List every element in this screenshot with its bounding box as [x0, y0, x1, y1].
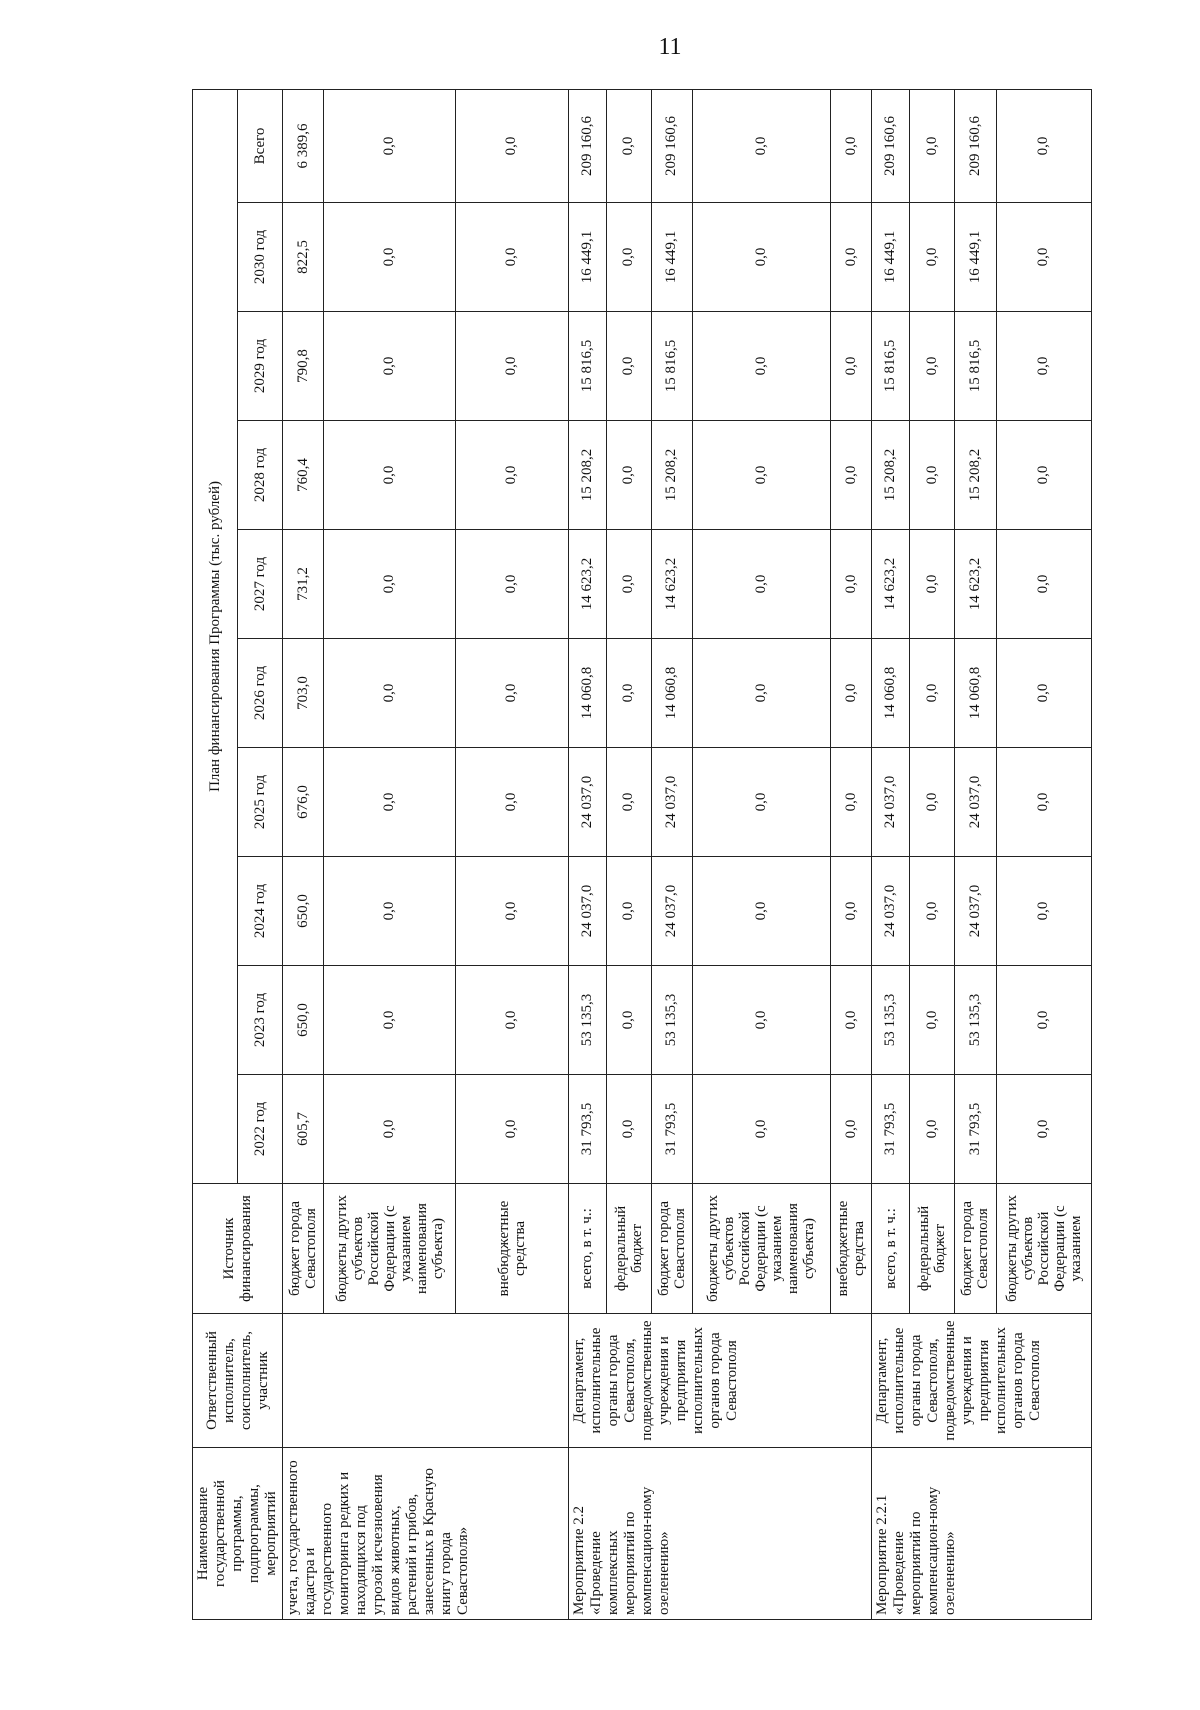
- year-value: 0,0: [996, 421, 1091, 530]
- year-value: 0,0: [606, 857, 651, 966]
- header-year: 2029 год: [238, 312, 283, 421]
- year-value: 14 060,8: [651, 639, 692, 748]
- year-value: 0,0: [830, 639, 871, 748]
- year-value: 24 037,0: [955, 857, 996, 966]
- year-value: 0,0: [830, 530, 871, 639]
- year-value: 24 037,0: [568, 857, 606, 966]
- table-row: [568, 89, 606, 1619]
- year-value: 0,0: [996, 1075, 1091, 1184]
- responsible-executor: Департамент, исполнительные органы города Севастополя, подведомственные учреждения и предприятия исполнительных органов города Севастополя: [872, 1314, 1092, 1448]
- year-value: 0,0: [996, 966, 1091, 1075]
- header-year: 2030 год: [238, 203, 283, 312]
- financing-source: всего, в т. ч.:: [872, 1184, 910, 1314]
- year-value: 0,0: [910, 1075, 955, 1184]
- year-value: 0,0: [830, 421, 871, 530]
- year-value: 0,0: [455, 1075, 568, 1184]
- year-value: 15 208,2: [955, 421, 996, 530]
- table-body: [283, 89, 1092, 1619]
- year-value: 16 449,1: [568, 203, 606, 312]
- financing-source: бюджет города Севастополя: [955, 1184, 996, 1314]
- year-value: 0,0: [606, 966, 651, 1075]
- year-value: 0,0: [996, 639, 1091, 748]
- year-value: 703,0: [283, 639, 324, 748]
- year-value: 16 449,1: [955, 203, 996, 312]
- year-value: 24 037,0: [651, 857, 692, 966]
- total-value: 6 389,6: [283, 89, 324, 202]
- year-value: 15 208,2: [568, 421, 606, 530]
- year-value: 0,0: [324, 530, 455, 639]
- responsible-executor: Департамент, исполнительные органы города Севастополя, подведомственные учреждения и предприятия исполнительных органов города Севастополя: [568, 1314, 872, 1448]
- year-value: 24 037,0: [568, 748, 606, 857]
- page-number: 11: [658, 34, 682, 60]
- total-value: 0,0: [910, 89, 955, 202]
- year-value: 0,0: [455, 530, 568, 639]
- year-value: 0,0: [693, 1075, 831, 1184]
- header-name: Наименование государственной программы, подпрограммы, мероприятий: [193, 1448, 283, 1620]
- year-value: 0,0: [455, 966, 568, 1075]
- year-value: 0,0: [324, 857, 455, 966]
- year-value: 15 816,5: [872, 312, 910, 421]
- header-year: 2025 год: [238, 748, 283, 857]
- year-value: 16 449,1: [872, 203, 910, 312]
- total-value: 209 160,6: [872, 89, 910, 202]
- financing-source: федеральный бюджет: [606, 1184, 651, 1314]
- year-value: 53 135,3: [872, 966, 910, 1075]
- year-value: 0,0: [324, 312, 455, 421]
- year-value: 0,0: [910, 966, 955, 1075]
- year-value: 0,0: [693, 312, 831, 421]
- year-value: 14 060,8: [955, 639, 996, 748]
- year-value: 14 623,2: [651, 530, 692, 639]
- year-value: 15 208,2: [651, 421, 692, 530]
- year-value: 24 037,0: [872, 748, 910, 857]
- year-value: 53 135,3: [955, 966, 996, 1075]
- year-value: 0,0: [910, 748, 955, 857]
- year-value: 24 037,0: [872, 857, 910, 966]
- year-value: 0,0: [606, 421, 651, 530]
- activity-name: учета, государственного кадастра и государственного мониторинга редких и находящихся под угрозой исчезновения видов животных, растений и грибов, занесенных в Красную книгу города Севастополя»: [283, 1448, 569, 1620]
- year-value: 822,5: [283, 203, 324, 312]
- year-value: 0,0: [606, 1075, 651, 1184]
- header-year: 2023 год: [238, 966, 283, 1075]
- year-value: 790,8: [283, 312, 324, 421]
- header-responsible: Ответственный исполнитель, соисполнитель, участник: [193, 1314, 283, 1448]
- activity-name: Мероприятие 2.2 «Проведение комплексных мероприятий по компенсацион-ному озеленению»: [568, 1448, 872, 1620]
- year-value: 0,0: [606, 312, 651, 421]
- year-value: 0,0: [830, 857, 871, 966]
- year-value: 0,0: [693, 748, 831, 857]
- year-value: 14 060,8: [568, 639, 606, 748]
- year-value: 0,0: [910, 203, 955, 312]
- year-value: 0,0: [324, 421, 455, 530]
- year-value: 31 793,5: [872, 1075, 910, 1184]
- year-value: 0,0: [324, 748, 455, 857]
- year-value: 0,0: [910, 421, 955, 530]
- activity-name: Мероприятие 2.2.1 «Проведение мероприятий по компенсацион-ному озеленению»: [872, 1448, 1092, 1620]
- header-total: Всего: [238, 89, 283, 202]
- header-plan: План финансирования Программы (тыс. рублей): [193, 89, 238, 1183]
- year-value: 0,0: [830, 312, 871, 421]
- year-value: 676,0: [283, 748, 324, 857]
- year-value: 14 623,2: [872, 530, 910, 639]
- year-value: 0,0: [693, 421, 831, 530]
- year-value: 0,0: [996, 748, 1091, 857]
- header-year: 2022 год: [238, 1075, 283, 1184]
- financing-source: всего, в т. ч.:: [568, 1184, 606, 1314]
- year-value: 0,0: [606, 530, 651, 639]
- financing-source: бюджеты других субъектов Российской Федерации (с указанием наименования субъекта): [324, 1184, 455, 1314]
- financing-source: бюджет города Севастополя: [651, 1184, 692, 1314]
- year-value: 0,0: [830, 748, 871, 857]
- year-value: 0,0: [455, 639, 568, 748]
- year-value: 15 816,5: [651, 312, 692, 421]
- total-value: 0,0: [830, 89, 871, 202]
- year-value: 15 208,2: [872, 421, 910, 530]
- table-row: [872, 89, 910, 1619]
- year-value: 0,0: [455, 421, 568, 530]
- year-value: 31 793,5: [955, 1075, 996, 1184]
- year-value: 31 793,5: [651, 1075, 692, 1184]
- year-value: 0,0: [455, 748, 568, 857]
- year-value: 24 037,0: [651, 748, 692, 857]
- year-value: 0,0: [996, 857, 1091, 966]
- financing-source: внебюджетные средства: [830, 1184, 871, 1314]
- financing-source: федеральный бюджет: [910, 1184, 955, 1314]
- year-value: 53 135,3: [651, 966, 692, 1075]
- header-year: 2028 год: [238, 421, 283, 530]
- total-value: 0,0: [996, 89, 1091, 202]
- financing-source: внебюджетные средства: [455, 1184, 568, 1314]
- total-value: 0,0: [455, 89, 568, 202]
- year-value: 760,4: [283, 421, 324, 530]
- total-value: 209 160,6: [568, 89, 606, 202]
- year-value: 0,0: [693, 639, 831, 748]
- financing-source: бюджеты других субъектов Российской Федерации (с указанием: [996, 1184, 1091, 1314]
- header-year: 2026 год: [238, 639, 283, 748]
- year-value: 650,0: [283, 857, 324, 966]
- year-value: 0,0: [910, 312, 955, 421]
- rotated-table-container: [192, 90, 1084, 1620]
- year-value: 0,0: [324, 639, 455, 748]
- total-value: 0,0: [606, 89, 651, 202]
- header-source: Источник финансирования: [193, 1184, 283, 1314]
- year-value: 14 060,8: [872, 639, 910, 748]
- total-value: 209 160,6: [651, 89, 692, 202]
- year-value: 0,0: [910, 639, 955, 748]
- year-value: 0,0: [455, 312, 568, 421]
- table-row: [283, 89, 324, 1619]
- year-value: 0,0: [996, 203, 1091, 312]
- year-value: 650,0: [283, 966, 324, 1075]
- year-value: 15 816,5: [568, 312, 606, 421]
- year-value: 14 623,2: [955, 530, 996, 639]
- total-value: 0,0: [693, 89, 831, 202]
- year-value: 0,0: [693, 203, 831, 312]
- year-value: 0,0: [693, 857, 831, 966]
- year-value: 0,0: [455, 203, 568, 312]
- year-value: 15 816,5: [955, 312, 996, 421]
- header-row-1: [193, 89, 238, 1619]
- header-year: 2024 год: [238, 857, 283, 966]
- year-value: 14 623,2: [568, 530, 606, 639]
- year-value: 53 135,3: [568, 966, 606, 1075]
- total-value: 0,0: [324, 89, 455, 202]
- year-value: 0,0: [606, 639, 651, 748]
- year-value: 31 793,5: [568, 1075, 606, 1184]
- responsible-executor: [283, 1314, 569, 1448]
- year-value: 0,0: [830, 966, 871, 1075]
- year-value: 0,0: [996, 530, 1091, 639]
- year-value: 0,0: [910, 530, 955, 639]
- year-value: 16 449,1: [651, 203, 692, 312]
- financing-table: [192, 89, 1092, 1620]
- year-value: 0,0: [830, 203, 871, 312]
- year-value: 0,0: [996, 312, 1091, 421]
- year-value: 0,0: [324, 966, 455, 1075]
- year-value: 0,0: [693, 966, 831, 1075]
- year-value: 731,2: [283, 530, 324, 639]
- year-value: 0,0: [693, 530, 831, 639]
- financing-source: бюджеты других субъектов Российской Федерации (с указанием наименования субъекта): [693, 1184, 831, 1314]
- year-value: 0,0: [606, 203, 651, 312]
- financing-source: бюджет города Севастополя: [283, 1184, 324, 1314]
- year-value: 0,0: [910, 857, 955, 966]
- year-value: 605,7: [283, 1075, 324, 1184]
- year-value: 24 037,0: [955, 748, 996, 857]
- year-value: 0,0: [455, 857, 568, 966]
- total-value: 209 160,6: [955, 89, 996, 202]
- year-value: 0,0: [830, 1075, 871, 1184]
- year-value: 0,0: [324, 1075, 455, 1184]
- year-value: 0,0: [606, 748, 651, 857]
- header-year: 2027 год: [238, 530, 283, 639]
- year-value: 0,0: [324, 203, 455, 312]
